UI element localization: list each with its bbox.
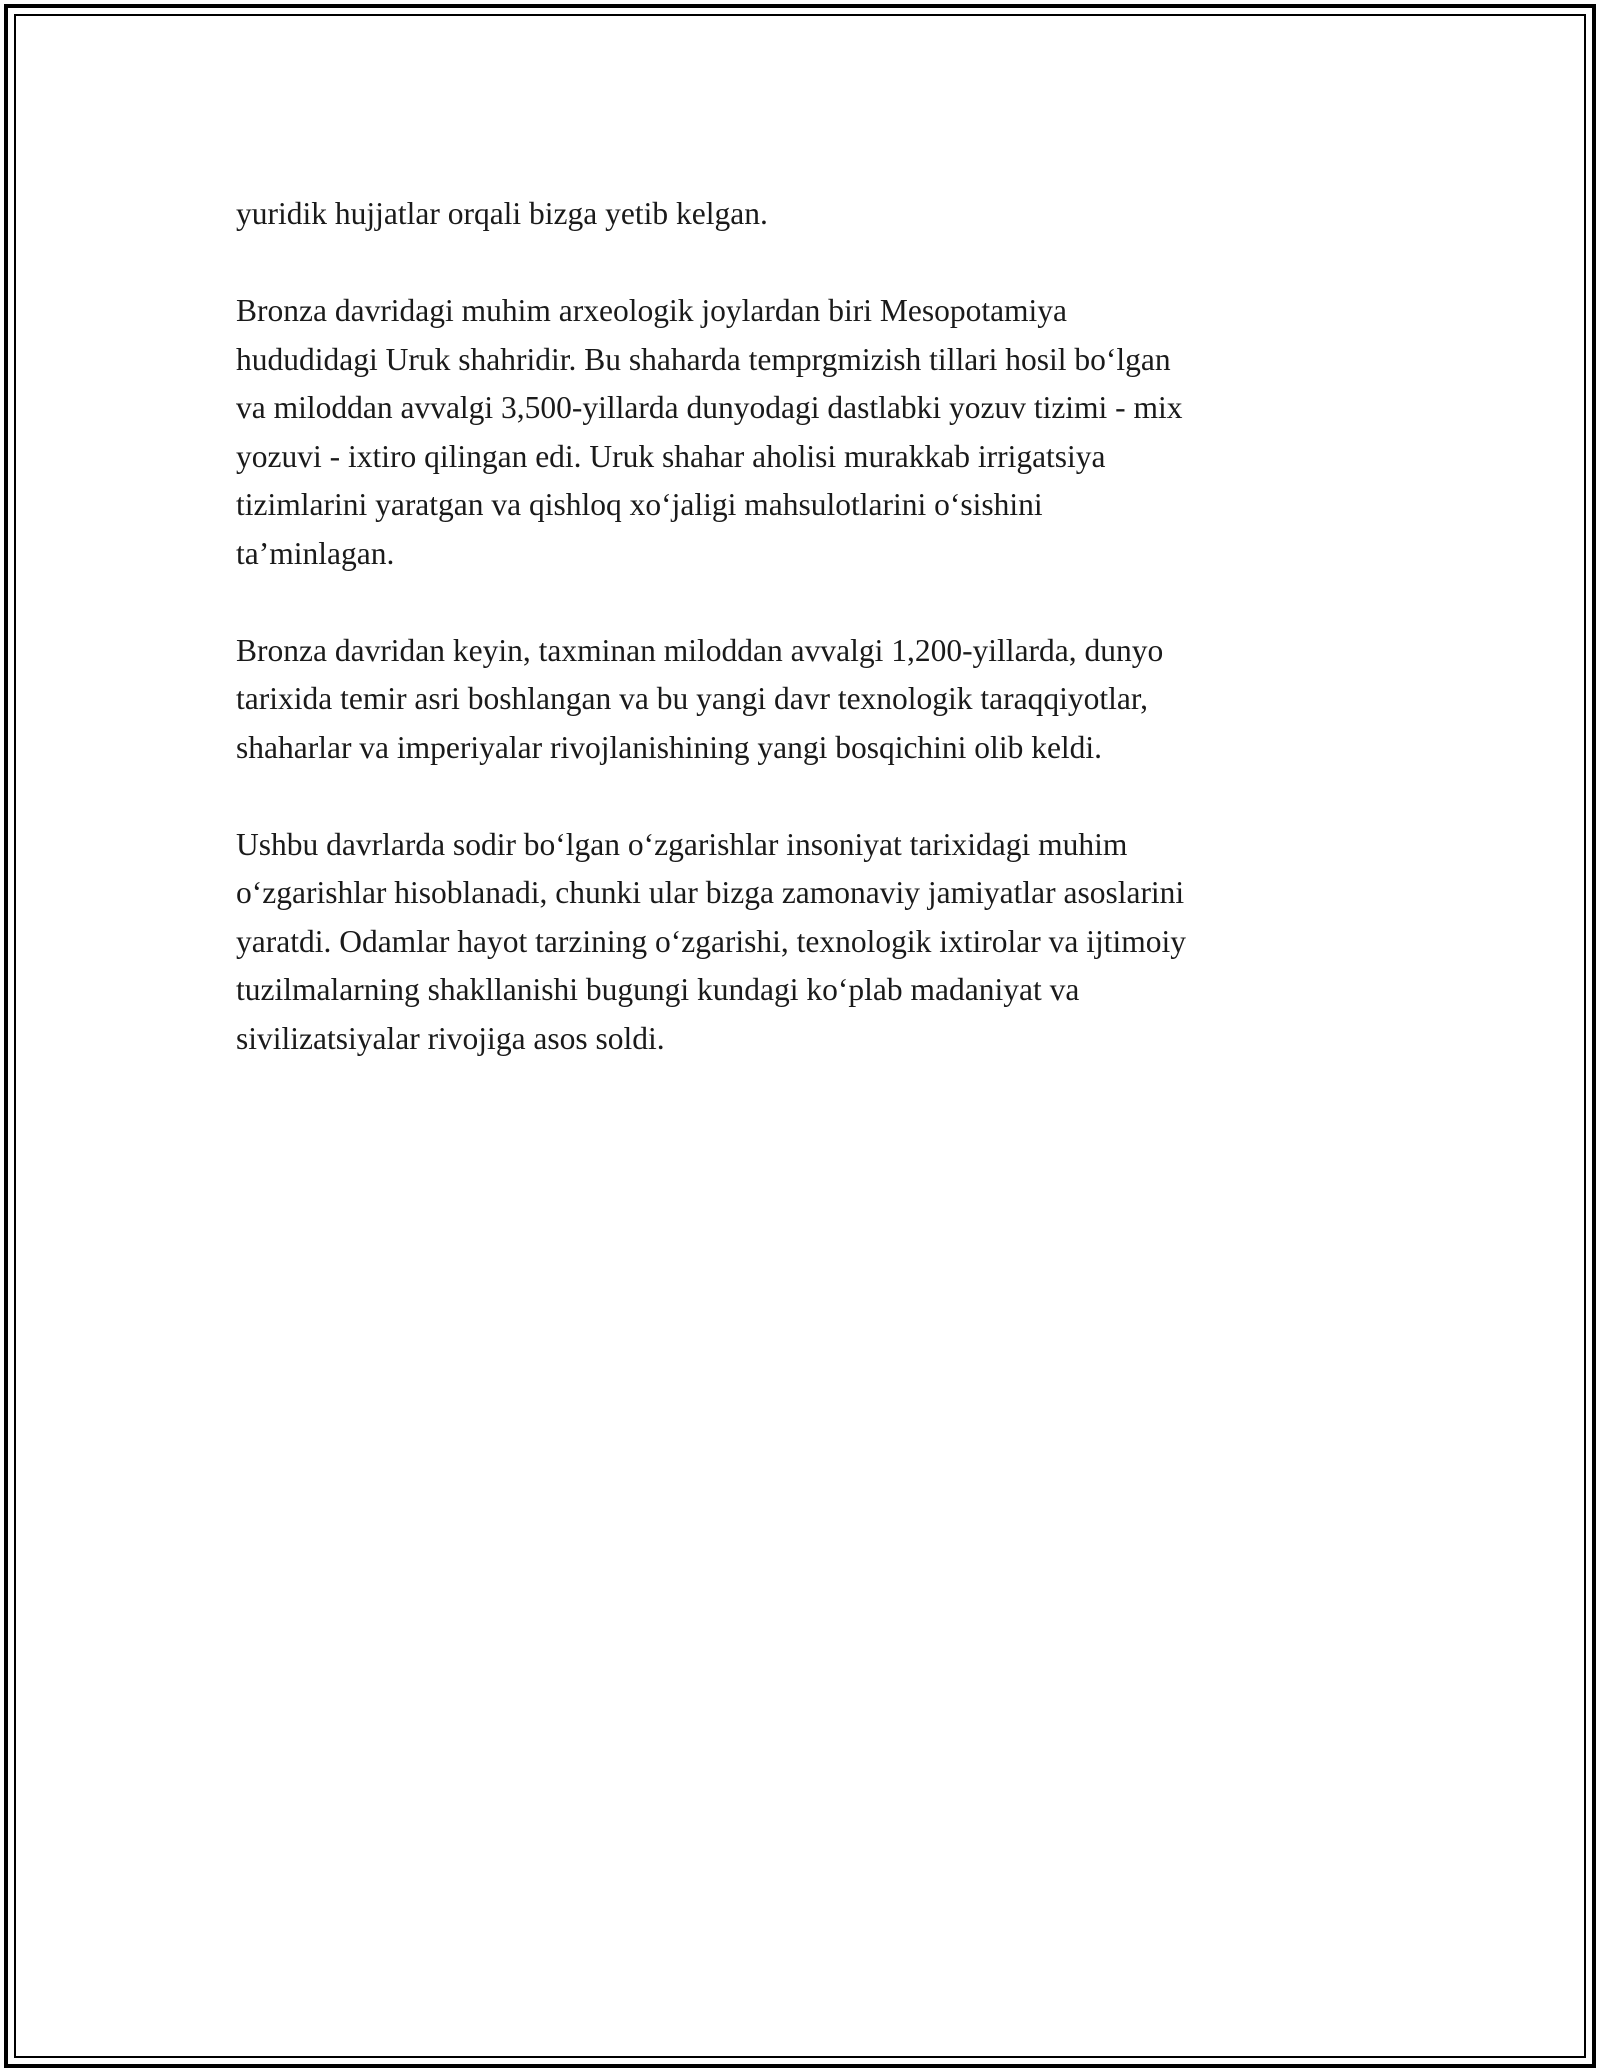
text-line: yaratdi. Odamlar hayot tarzining o‘zgarishi, texnologik ixtirolar va ijtimoiy <box>236 923 1186 959</box>
paragraph-4 <box>236 821 1356 1064</box>
text-line: yuridik hujjatlar orqali bizga yetib kelgan. <box>236 196 768 231</box>
text-line: Bronza davridagi muhim arxeologik joylardan biri Mesopotamiya <box>236 293 1068 328</box>
text-line: Bronza davridan keyin, taxminan miloddan avvalgi 1,200-yillarda, dunyo <box>236 632 1164 668</box>
text-line: yozuvi - ixtiro qilingan edi. Uruk shahar aholisi murakkab irrigatsiya <box>236 438 1106 474</box>
text-line: ta’minlagan. <box>236 535 395 571</box>
paragraph-1 <box>236 190 1356 239</box>
text-line: o‘zgarishlar hisoblanadi, chunki ular bizga zamonaviy jamiyatlar asoslarini <box>236 875 1185 910</box>
text-line: shaharlar va imperiyalar rivojlanishining yangi bosqichini olib keldi. <box>236 729 1103 765</box>
text-line: Ushbu davrlarda sodir bo‘lgan o‘zgarishlar insoniyat tarixidagi muhim <box>236 826 1128 862</box>
paragraph-2 <box>236 287 1356 578</box>
text-line: tarixida temir asri boshlangan va bu yangi davr texnologik taraqqiyotlar, <box>236 681 1148 716</box>
paragraph-3 <box>236 627 1356 773</box>
text-line: tizimlarini yaratgan va qishloq xo‘jaligi mahsulotlarini o‘sishini <box>236 487 1043 522</box>
document-body <box>236 190 1356 1112</box>
text-line: tuzilmalarning shakllanishi bugungi kundagi ko‘plab madaniyat va <box>236 972 1080 1007</box>
text-line: hududidagi Uruk shahridir. Bu shaharda temprgmizish tillari hosil bo‘lgan <box>236 341 1171 377</box>
text-line: va miloddan avvalgi 3,500-yillarda dunyodagi dastlabki yozuv tizimi - mix <box>236 390 1183 425</box>
text-line: sivilizatsiyalar rivojiga asos soldi. <box>236 1020 665 1056</box>
